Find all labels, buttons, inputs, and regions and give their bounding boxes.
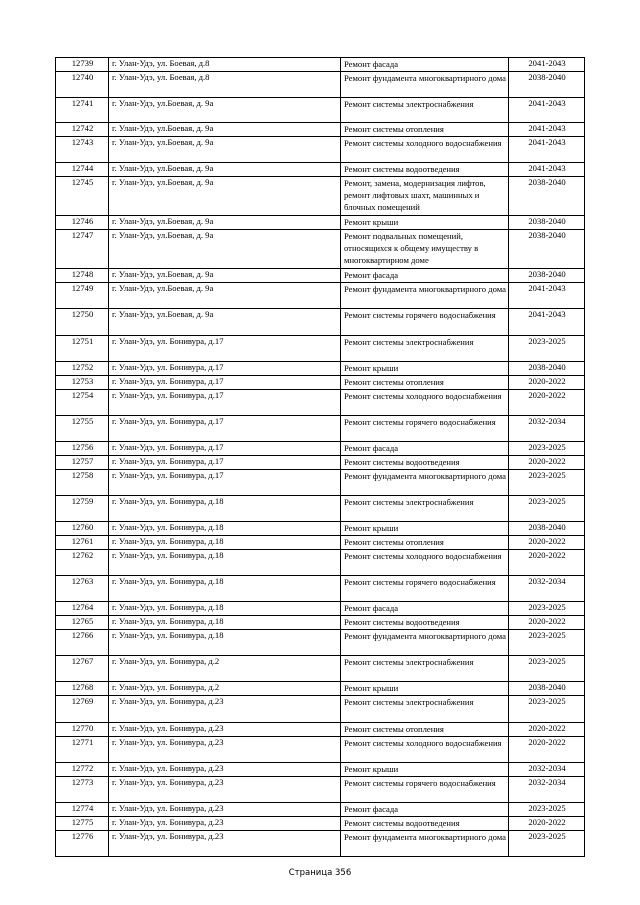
- table-row: [56, 283, 585, 309]
- period-cell: 2038-2040: [509, 682, 585, 696]
- work-type-cell: Ремонт фасада: [341, 442, 509, 456]
- work-type-cell: Ремонт системы электроснабжения: [341, 496, 509, 522]
- work-type-cell: Ремонт крыши: [341, 763, 509, 777]
- table-row: [56, 362, 585, 376]
- row-number-cell: 12770: [56, 723, 109, 737]
- work-type-cell: Ремонт системы горячего водоснабжения: [341, 309, 509, 336]
- table-row: [56, 630, 585, 656]
- row-number-cell: 12765: [56, 616, 109, 630]
- period-cell: 2023-2025: [509, 831, 585, 857]
- address-cell: г. Улан-Удэ, ул. Бонивура, д.18: [109, 536, 341, 550]
- row-number-cell: 12760: [56, 522, 109, 536]
- row-number-cell: 12763: [56, 576, 109, 602]
- table-row: [56, 602, 585, 616]
- period-cell: 2041-2043: [509, 98, 585, 123]
- period-cell: 2020-2022: [509, 723, 585, 737]
- work-type-cell: Ремонт фасада: [341, 269, 509, 283]
- table-row: [56, 416, 585, 442]
- table-row: [56, 763, 585, 777]
- table-row: [56, 390, 585, 416]
- period-cell: 2038-2040: [509, 177, 585, 216]
- period-cell: 2032-2034: [509, 576, 585, 602]
- period-cell: 2020-2022: [509, 376, 585, 390]
- table-row: [56, 576, 585, 602]
- table-row: [56, 269, 585, 283]
- table-row: [56, 137, 585, 163]
- period-cell: 2041-2043: [509, 123, 585, 137]
- table-row: [56, 777, 585, 803]
- address-cell: г. Улан-Удэ, ул. Бонивура, д.18: [109, 576, 341, 602]
- address-cell: г. Улан-Удэ, ул. Бонивура, д.2: [109, 656, 341, 682]
- address-cell: г. Улан-Удэ, ул.Боевая, д. 9а: [109, 309, 341, 336]
- work-type-cell: Ремонт системы водоотведения: [341, 616, 509, 630]
- period-cell: 2020-2022: [509, 817, 585, 831]
- period-cell: 2023-2025: [509, 336, 585, 362]
- row-number-cell: 12767: [56, 656, 109, 682]
- period-cell: 2032-2034: [509, 416, 585, 442]
- work-type-cell: Ремонт системы водоотведения: [341, 163, 509, 177]
- table-row: [56, 98, 585, 123]
- table-row: [56, 470, 585, 496]
- address-cell: г. Улан-Удэ, ул.Боевая, д. 9а: [109, 230, 341, 269]
- row-number-cell: 12766: [56, 630, 109, 656]
- table-row: [56, 522, 585, 536]
- period-cell: 2020-2022: [509, 390, 585, 416]
- row-number-cell: 12761: [56, 536, 109, 550]
- period-cell: 2038-2040: [509, 362, 585, 376]
- row-number-cell: 12773: [56, 777, 109, 803]
- address-cell: г. Улан-Удэ, ул.Боевая, д. 9а: [109, 216, 341, 230]
- period-cell: 2041-2043: [509, 137, 585, 163]
- work-type-cell: Ремонт системы водоотведения: [341, 456, 509, 470]
- row-number-cell: 12757: [56, 456, 109, 470]
- work-type-cell: Ремонт системы горячего водоснабжения: [341, 416, 509, 442]
- work-type-cell: Ремонт системы холодного водоснабжения: [341, 137, 509, 163]
- period-cell: 2020-2022: [509, 737, 585, 763]
- row-number-cell: 12768: [56, 682, 109, 696]
- work-type-cell: Ремонт фундамента многоквартирного дома: [341, 470, 509, 496]
- row-number-cell: 12771: [56, 737, 109, 763]
- row-number-cell: 12739: [56, 58, 109, 72]
- table-row: [56, 456, 585, 470]
- work-type-cell: Ремонт фундамента многоквартирного дома: [341, 72, 509, 98]
- row-number-cell: 12755: [56, 416, 109, 442]
- table-row: [56, 376, 585, 390]
- row-number-cell: 12758: [56, 470, 109, 496]
- work-type-cell: Ремонт системы электроснабжения: [341, 696, 509, 723]
- row-number-cell: 12772: [56, 763, 109, 777]
- address-cell: г. Улан-Удэ, ул. Бонивура, д.23: [109, 723, 341, 737]
- table-row: [56, 58, 585, 72]
- address-cell: г. Улан-Удэ, ул. Бонивура, д.23: [109, 696, 341, 723]
- work-type-cell: Ремонт системы отопления: [341, 376, 509, 390]
- address-cell: г. Улан-Удэ, ул. Бонивура, д.18: [109, 522, 341, 536]
- table-row: [56, 696, 585, 723]
- address-cell: г. Улан-Удэ, ул. Бонивура, д.23: [109, 817, 341, 831]
- row-number-cell: 12759: [56, 496, 109, 522]
- work-type-cell: Ремонт фундамента многоквартирного дома: [341, 630, 509, 656]
- work-type-cell: Ремонт системы электроснабжения: [341, 98, 509, 123]
- period-cell: 2041-2043: [509, 309, 585, 336]
- period-cell: 2038-2040: [509, 72, 585, 98]
- address-cell: г. Улан-Удэ, ул. Бонивура, д.23: [109, 803, 341, 817]
- table-row: [56, 550, 585, 576]
- table-row: [56, 309, 585, 336]
- address-cell: г. Улан-Удэ, ул. Бонивура, д.18: [109, 616, 341, 630]
- work-type-cell: Ремонт крыши: [341, 682, 509, 696]
- table-row: [56, 737, 585, 763]
- row-number-cell: 12753: [56, 376, 109, 390]
- row-number-cell: 12769: [56, 696, 109, 723]
- address-cell: г. Улан-Удэ, ул. Бонивура, д.18: [109, 630, 341, 656]
- table-body: [56, 58, 585, 857]
- work-type-cell: Ремонт подвальных помещений, относящихся к общему имуществу в многоквартирном доме: [341, 230, 509, 269]
- row-number-cell: 12762: [56, 550, 109, 576]
- address-cell: г. Улан-Удэ, ул. Бонивура, д.17: [109, 376, 341, 390]
- address-cell: г. Улан-Удэ, ул. Бонивура, д.18: [109, 602, 341, 616]
- work-type-cell: Ремонт системы горячего водоснабжения: [341, 576, 509, 602]
- work-type-cell: Ремонт фасада: [341, 58, 509, 72]
- address-cell: г. Улан-Удэ, ул.Боевая, д. 9а: [109, 269, 341, 283]
- row-number-cell: 12747: [56, 230, 109, 269]
- row-number-cell: 12743: [56, 137, 109, 163]
- period-cell: 2041-2043: [509, 163, 585, 177]
- address-cell: г. Улан-Удэ, ул. Бонивура, д.23: [109, 737, 341, 763]
- period-cell: 2020-2022: [509, 550, 585, 576]
- period-cell: 2038-2040: [509, 230, 585, 269]
- row-number-cell: 12764: [56, 602, 109, 616]
- period-cell: 2023-2025: [509, 803, 585, 817]
- row-number-cell: 12749: [56, 283, 109, 309]
- work-type-cell: Ремонт системы холодного водоснабжения: [341, 737, 509, 763]
- address-cell: г. Улан-Удэ, ул. Бонивура, д.17: [109, 416, 341, 442]
- period-cell: 2032-2034: [509, 763, 585, 777]
- address-cell: г. Улан-Удэ, ул. Бонивура, д.18: [109, 496, 341, 522]
- period-cell: 2020-2022: [509, 616, 585, 630]
- period-cell: 2023-2025: [509, 496, 585, 522]
- table-row: [56, 123, 585, 137]
- table-row: [56, 336, 585, 362]
- table-row: [56, 536, 585, 550]
- address-cell: г. Улан-Удэ, ул. Бонивура, д.23: [109, 831, 341, 857]
- period-cell: 2023-2025: [509, 470, 585, 496]
- row-number-cell: 12775: [56, 817, 109, 831]
- period-cell: 2032-2034: [509, 777, 585, 803]
- repair-schedule-table: [55, 57, 585, 857]
- address-cell: г. Улан-Удэ, ул. Бонивура, д.17: [109, 362, 341, 376]
- row-number-cell: 12751: [56, 336, 109, 362]
- period-cell: 2038-2040: [509, 522, 585, 536]
- table-row: [56, 496, 585, 522]
- period-cell: 2038-2040: [509, 269, 585, 283]
- work-type-cell: Ремонт крыши: [341, 362, 509, 376]
- address-cell: г. Улан-Удэ, ул.Боевая, д. 9а: [109, 98, 341, 123]
- table-row: [56, 177, 585, 216]
- row-number-cell: 12752: [56, 362, 109, 376]
- table-row: [56, 831, 585, 857]
- work-type-cell: Ремонт системы отопления: [341, 723, 509, 737]
- work-type-cell: Ремонт системы холодного водоснабжения: [341, 390, 509, 416]
- work-type-cell: Ремонт, замена, модернизация лифтов, ремонт лифтовых шахт, машинных и блочных помещений: [341, 177, 509, 216]
- address-cell: г. Улан-Удэ, ул. Бонивура, д.17: [109, 442, 341, 456]
- period-cell: 2020-2022: [509, 536, 585, 550]
- address-cell: г. Улан-Удэ, ул.Боевая, д. 9а: [109, 123, 341, 137]
- row-number-cell: 12776: [56, 831, 109, 857]
- work-type-cell: Ремонт системы отопления: [341, 123, 509, 137]
- period-cell: 2020-2022: [509, 456, 585, 470]
- work-type-cell: Ремонт фасада: [341, 602, 509, 616]
- work-type-cell: Ремонт крыши: [341, 216, 509, 230]
- table-row: [56, 216, 585, 230]
- row-number-cell: 12748: [56, 269, 109, 283]
- work-type-cell: Ремонт системы электроснабжения: [341, 336, 509, 362]
- row-number-cell: 12774: [56, 803, 109, 817]
- work-type-cell: Ремонт системы электроснабжения: [341, 656, 509, 682]
- address-cell: г. Улан-Удэ, ул.Боевая, д. 9а: [109, 283, 341, 309]
- address-cell: г. Улан-Удэ, ул. Бонивура, д.17: [109, 390, 341, 416]
- row-number-cell: 12754: [56, 390, 109, 416]
- table-row: [56, 163, 585, 177]
- address-cell: г. Улан-Удэ, ул. Бонивура, д.18: [109, 550, 341, 576]
- work-type-cell: Ремонт системы холодного водоснабжения: [341, 550, 509, 576]
- row-number-cell: 12746: [56, 216, 109, 230]
- period-cell: 2023-2025: [509, 630, 585, 656]
- work-type-cell: Ремонт крыши: [341, 522, 509, 536]
- work-type-cell: Ремонт фундамента многоквартирного дома: [341, 831, 509, 857]
- period-cell: 2023-2025: [509, 656, 585, 682]
- table-row: [56, 723, 585, 737]
- period-cell: 2041-2043: [509, 58, 585, 72]
- row-number-cell: 12740: [56, 72, 109, 98]
- address-cell: г. Улан-Удэ, ул. Боевая, д.8: [109, 58, 341, 72]
- work-type-cell: Ремонт системы отопления: [341, 536, 509, 550]
- table-row: [56, 442, 585, 456]
- table-row: [56, 230, 585, 269]
- period-cell: 2023-2025: [509, 696, 585, 723]
- address-cell: г. Улан-Удэ, ул. Бонивура, д.17: [109, 470, 341, 496]
- work-type-cell: Ремонт системы водоотведения: [341, 817, 509, 831]
- address-cell: г. Улан-Удэ, ул. Бонивура, д.17: [109, 336, 341, 362]
- address-cell: г. Улан-Удэ, ул. Бонивура, д.2: [109, 682, 341, 696]
- period-cell: 2023-2025: [509, 442, 585, 456]
- work-type-cell: Ремонт фундамента многоквартирного дома: [341, 283, 509, 309]
- address-cell: г. Улан-Удэ, ул. Бонивура, д.23: [109, 777, 341, 803]
- table-row: [56, 616, 585, 630]
- address-cell: г. Улан-Удэ, ул.Боевая, д. 9а: [109, 177, 341, 216]
- page-number: Страница 356: [288, 868, 352, 878]
- table-row: [56, 817, 585, 831]
- table-row: [56, 682, 585, 696]
- row-number-cell: 12741: [56, 98, 109, 123]
- address-cell: г. Улан-Удэ, ул.Боевая, д. 9а: [109, 137, 341, 163]
- address-cell: г. Улан-Удэ, ул. Бонивура, д.17: [109, 456, 341, 470]
- period-cell: 2023-2025: [509, 602, 585, 616]
- address-cell: г. Улан-Удэ, ул. Бонивура, д.23: [109, 763, 341, 777]
- period-cell: 2038-2040: [509, 216, 585, 230]
- period-cell: 2041-2043: [509, 283, 585, 309]
- table-row: [56, 72, 585, 98]
- row-number-cell: 12742: [56, 123, 109, 137]
- row-number-cell: 12744: [56, 163, 109, 177]
- work-type-cell: Ремонт фасада: [341, 803, 509, 817]
- work-type-cell: Ремонт системы горячего водоснабжения: [341, 777, 509, 803]
- row-number-cell: 12756: [56, 442, 109, 456]
- row-number-cell: 12745: [56, 177, 109, 216]
- row-number-cell: 12750: [56, 309, 109, 336]
- address-cell: г. Улан-Удэ, ул.Боевая, д. 9а: [109, 163, 341, 177]
- table-row: [56, 803, 585, 817]
- table-row: [56, 656, 585, 682]
- address-cell: г. Улан-Удэ, ул. Боевая, д.8: [109, 72, 341, 98]
